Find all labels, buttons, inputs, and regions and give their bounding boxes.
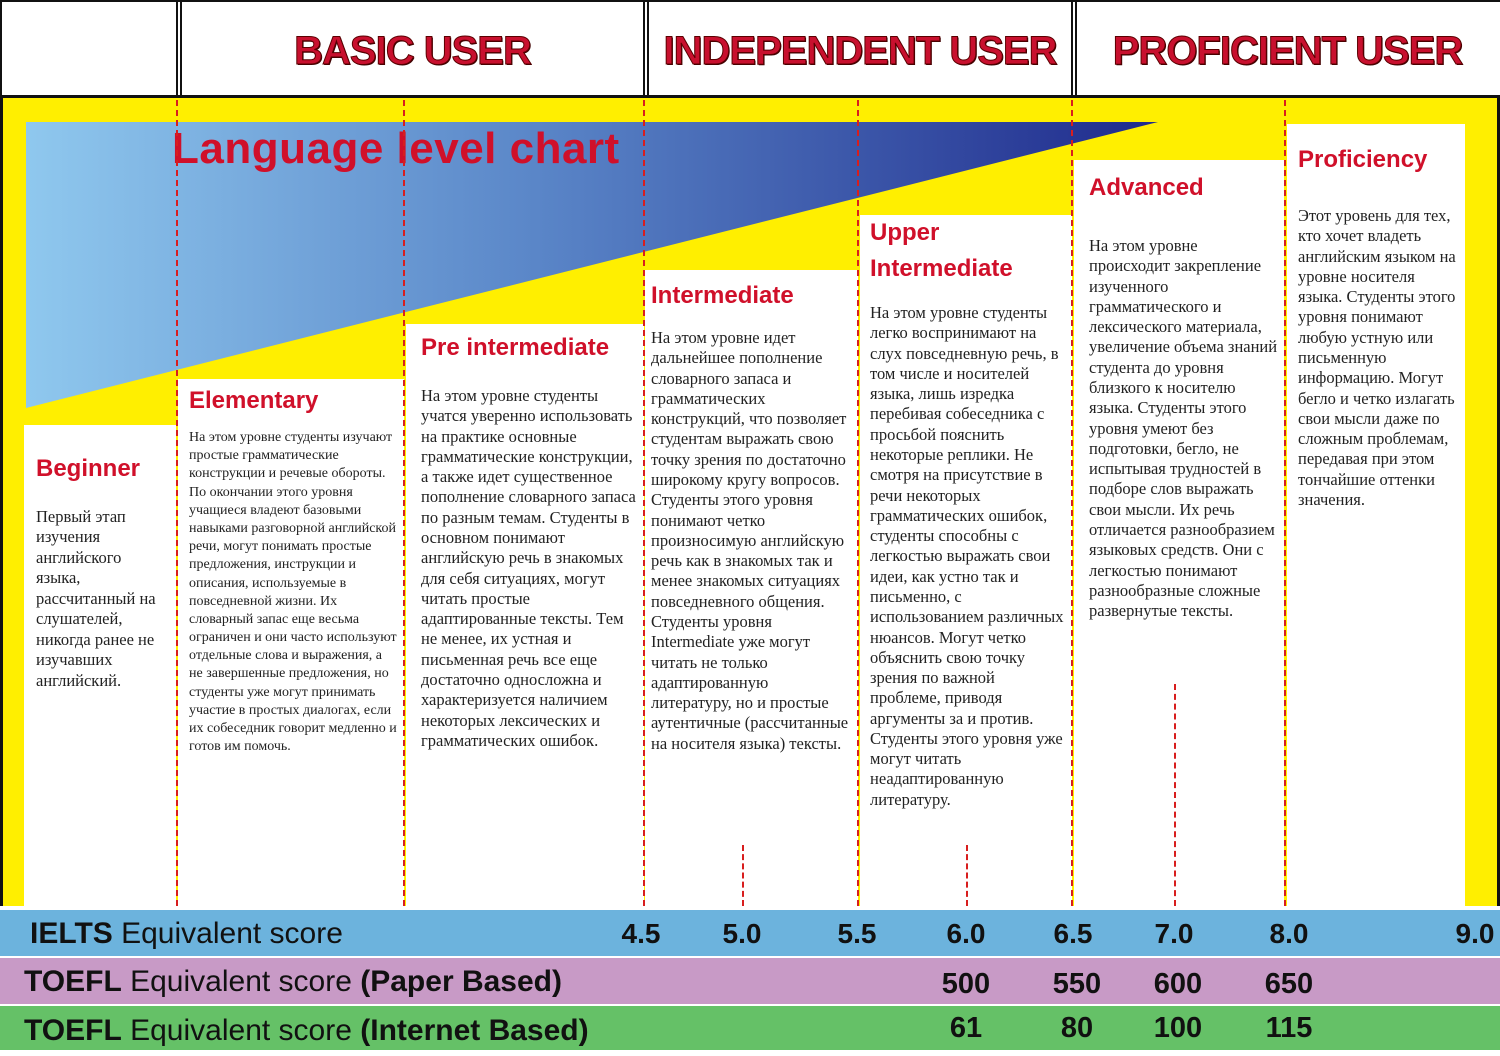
toefl-internet-label (24, 1006, 589, 1056)
divider-line (857, 100, 859, 906)
level-description: На этом уровне идет дальнейшее пополнение словарного запаса и грамматических конструкций, что позволяет студентам выражать свою точку зрения по достаточно широкому кругу вопросов. Студенты этого уровня понимают четко произносимую английскую речь как в знакомых так и менее знакомых ситуациях повседневного общения. Студенты уровня Intermediate уже могут читать не только адаптированную литературу, но и простые аутентичные (рассчитанные на носителя языка) тексты. (651, 328, 849, 753)
level-name: Upper Intermediate (870, 219, 1013, 282)
divider-line (1071, 100, 1073, 906)
toefl-paper-label-suffix: (Paper Based) (360, 965, 562, 998)
toefl-paper-label-rest: Equivalent score (121, 965, 361, 998)
toefl-paper-label-bold: TOEFL (24, 965, 122, 998)
level-pre-intermediate (406, 324, 644, 906)
toefl-paper-score: 550 (1052, 968, 1102, 1000)
level-name: Proficiency (1298, 146, 1428, 173)
ielts-score: 5.0 (722, 918, 762, 949)
toefl-internet-label-suffix: (Internet Based) (360, 1014, 589, 1047)
proficient-user-title: PROFICIENT USER (1112, 28, 1463, 73)
independent-user-title: INDEPENDENT USER (663, 28, 1057, 73)
header (0, 0, 1500, 98)
ielts-score: 5.5 (837, 918, 877, 949)
level-beginner (24, 425, 176, 906)
divider-line (1174, 684, 1176, 906)
chart-title: Language level chart (172, 124, 620, 173)
ielts-label-rest: Equivalent score (112, 917, 343, 950)
ielts-score-bar (0, 908, 1500, 956)
ielts-score: 8.0 (1269, 918, 1309, 949)
ielts-label (30, 910, 343, 958)
header-independent-user (643, 0, 1077, 100)
basic-user-title: BASIC USER (294, 28, 531, 73)
toefl-internet-score: 115 (1265, 1012, 1313, 1044)
toefl-internet-score-bar (0, 1004, 1500, 1050)
toefl-paper-score: 650 (1264, 968, 1314, 1000)
level-description: На этом уровне студенты изучают простые грамматические конструкции и речевые обороты. По окончании этого уровня учащиеся владеют базовыми навыками разговорной английской речи, могут понимать простые предложения, инструкции и описания, используемые в повседневной жизни. Их словарный запас еще весьма ограничен и они часто используют отдельные слова и выражения, а не завершенные предложения, но студенты уже могут принимать участие в простых диалогах, если их собеседник говорит медленно и готов им помочь. (189, 430, 397, 755)
level-name: Advanced (1089, 174, 1204, 201)
header-corner-cell (0, 0, 182, 100)
toefl-internet-score: 100 (1153, 1012, 1203, 1044)
toefl-internet-score: 80 (1060, 1012, 1094, 1044)
level-name: Elementary (189, 387, 319, 414)
level-description: На этом уровне происходит закрепление изученного грамматического и лексического материала, увеличение объема знаний студента до уровня близкого к носителю языка. Студенты этого уровня умеют без подготовки, бегло, не испытывая трудностей в подборе слов выражать свои мысли. Их речь отличается разнообразием языковых средств. Они с легкостью понимают разнообразные сложные развернутые тексты. (1089, 236, 1278, 621)
header-basic-user (176, 0, 649, 100)
level-name: Pre intermediate (421, 334, 610, 361)
level-description: На этом уровне студенты легко воспринимают на слух повседневную речь, в том числе и носителей языка, лишь изредка перебивая собеседника с просьбой пояснить некоторые реплики. Не смотря на присутствие в речи некоторых грамматических ошибок, студенты способны с легкостью выражать свои идеи, как устно так и письменно, с использованием различных нюансов. Могут четко объяснить свою точку зрения по важной проблеме, приводя аргументы за и против. Студенты этого уровня уже могут читать неадаптированную литературу. (870, 303, 1064, 809)
level-proficiency (1287, 124, 1465, 906)
ielts-score: 6.5 (1053, 918, 1093, 949)
divider-line (742, 845, 744, 906)
level-name: Intermediate (651, 282, 794, 309)
level-advanced (1074, 160, 1284, 906)
ielts-score: 6.0 (946, 918, 986, 949)
level-name: Beginner (36, 455, 141, 482)
divider-line (403, 100, 405, 906)
divider-line (176, 100, 178, 906)
toefl-paper-score: 600 (1153, 968, 1203, 1000)
divider-line (1284, 100, 1286, 906)
ielts-label-bold: IELTS (30, 917, 113, 950)
toefl-paper-score-bar (0, 956, 1500, 1004)
toefl-paper-label (24, 958, 562, 1006)
ielts-score: 7.0 (1154, 918, 1194, 949)
ielts-score: 4.5 (621, 918, 661, 949)
divider-line (643, 100, 645, 906)
level-intermediate (645, 270, 858, 906)
toefl-internet-label-bold: TOEFL (24, 1014, 122, 1047)
ielts-score: 9.0 (1455, 918, 1495, 949)
level-elementary (178, 379, 404, 906)
level-description: На этом уровне студенты учатся уверенно использовать на практике основные грамматические конструкции, а также идет существенное пополнение словарного запаса по разным темам. Студенты в основном понимают английскую речь в знакомых для себя ситуациях, могут читать простые адаптированные тексты. Тем не менее, их устная и письменная речь все еще достаточно односложна и характеризуется наличием некоторых лексических и грамматических ошибок. (421, 386, 636, 750)
level-description: Первый этап изучения английского языка, рассчитанный на слушателей, никогда ранее не изучавших английский. (36, 507, 156, 690)
level-upper-intermediate (860, 215, 1072, 906)
toefl-internet-label-rest: Equivalent score (121, 1014, 361, 1047)
level-description: Этот уровень для тех, кто хочет владеть английским языком на уровне носителя языка. Студенты этого уровня понимают любую устную или письменную информацию. Могут бегло и четко излагать свои мысли даже по сложным проблемам, передавая при этом тончайшие оттенки значения. (1298, 206, 1456, 509)
toefl-paper-score: 500 (941, 968, 991, 1000)
header-proficient-user (1071, 0, 1500, 100)
divider-line (966, 845, 968, 906)
toefl-internet-score: 61 (949, 1012, 983, 1044)
